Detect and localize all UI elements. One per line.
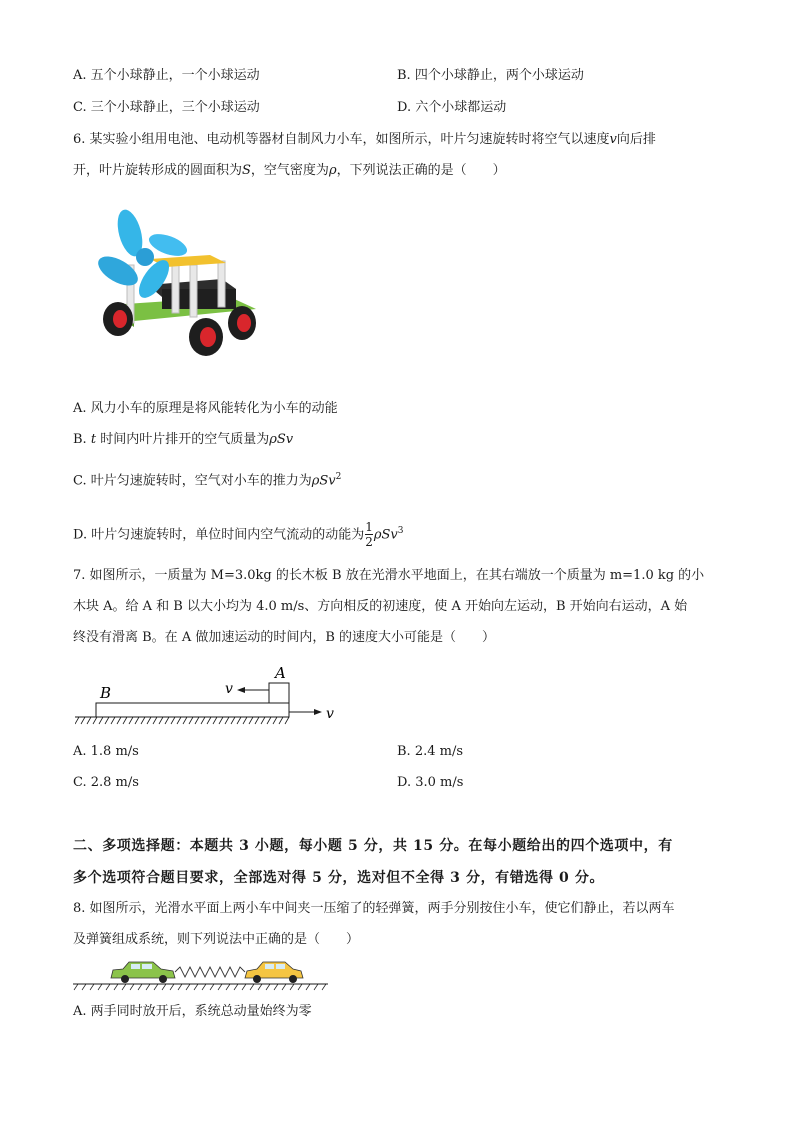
q8-stem-line2: 及弹簧组成系统，则下列说法中正确的是（ ） — [73, 932, 360, 947]
label-v-plank: v — [326, 706, 334, 722]
label-b: B — [100, 684, 112, 702]
q6-stem-line2: 开，叶片旋转形成的圆面积为S，空气密度为ρ，下列说法正确的是（ ） — [73, 163, 506, 178]
wind-car-figure — [90, 205, 265, 365]
q8-stem-line1: 8. 如图所示，光滑水平面上两小车中间夹一压缩了的轻弹簧，两手分别按住小车，使它们静止，若以两车 — [73, 901, 675, 916]
q5-option-a: A. 五个小球静止，一个小球运动 — [73, 68, 260, 83]
label-v-block: v — [225, 681, 233, 697]
q7-stem-line1: 7. 如图所示，一质量为 M=3.0kg 的长木板 B 放在光滑水平地面上，在其右端放一个质量为 m=1.0 kg 的小 — [73, 568, 705, 583]
q8-option-a: A. 两手同时放开后，系统总动量始终为零 — [73, 1004, 312, 1019]
q5-option-c: C. 三个小球静止，三个小球运动 — [73, 100, 260, 115]
q5-option-d: D. 六个小球都运动 — [397, 100, 507, 115]
q7-option-d: D. 3.0 m/s — [397, 775, 464, 790]
q6-option-d: D. 叶片匀速旋转时，单位时间内空气流动的动能为 $\frac{1}{2}$ ρSv$^3$ — [73, 520, 404, 550]
section-2-heading-line1: 二、多项选择题：本题共 3 小题，每小题 5 分，共 15 分。在每小题给出的四个选项中，有 — [73, 838, 673, 854]
two-cars-spring-figure — [73, 957, 333, 995]
q6-option-b: B. t 时间内叶片排开的空气质量为ρSv — [73, 432, 294, 447]
car-left-icon — [111, 962, 175, 983]
q6-option-a: A. 风力小车的原理是将风能转化为小车的动能 — [73, 401, 338, 416]
car-right-icon — [245, 962, 303, 983]
label-a: A — [275, 664, 286, 682]
q7-option-b: B. 2.4 m/s — [397, 744, 464, 759]
q6-option-c: C. 叶片匀速旋转时，空气对小车的推力为ρSv$^2$ — [73, 472, 342, 489]
q7-stem-line3: 终没有滑离 B。在 A 做加速运动的时间内，B 的速度大小可能是（ ） — [73, 630, 496, 645]
plank-block-figure — [75, 660, 345, 732]
q7-option-a: A. 1.8 m/s — [73, 744, 139, 759]
q5-option-b: B. 四个小球静止，两个小球运动 — [397, 68, 584, 83]
q7-option-c: C. 2.8 m/s — [73, 775, 139, 790]
fraction-one-half: $\frac{1}{2}$ — [365, 520, 373, 550]
section-2-heading-line2: 多个选项符合题目要求，全部选对得 5 分，选对但不全得 3 分，有错选得 0 分。 — [73, 870, 605, 886]
q7-stem-line2: 木块 A。给 A 和 B 以大小均为 4.0 m/s、方向相反的初速度，使 A 开始向左运动，B 开始向右运动，A 始 — [73, 599, 688, 614]
q6-stem-line1: 6. 某实验小组用电池、电动机等器材自制风力小车，如图所示，叶片匀速旋转时将空气以速度v向后排 — [73, 132, 656, 147]
